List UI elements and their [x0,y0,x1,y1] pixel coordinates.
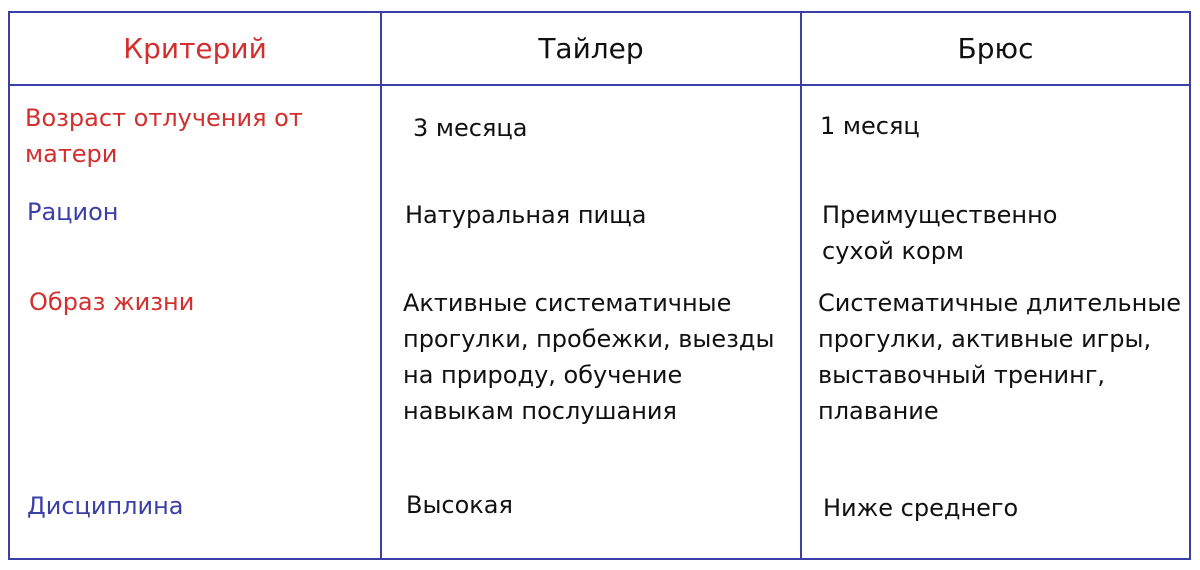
cell-line: Преимущественно [822,201,1058,229]
bruce-lifestyle [818,285,1181,429]
cell-line: плавание [818,397,939,425]
cell-line: Натуральная пища [405,201,647,229]
criterion-line: Рацион [27,198,119,226]
bruce-weaning-age [820,108,920,144]
criterion-weaning-age [25,100,303,172]
criterion-line: Дисциплина [27,492,184,520]
cell-line: Активные систематичные [403,289,732,317]
cell-line: Систематичные длительные [818,289,1182,317]
bruce-discipline [823,490,1018,526]
criterion-discipline [27,488,184,524]
column-divider-1 [380,11,382,560]
cell-line: на природу, обучение [403,361,683,389]
tyler-lifestyle [403,285,774,429]
criterion-line: Образ жизни [29,288,195,316]
cell-line: прогулки, пробежки, выезды [403,325,775,353]
cell-line: выставочный тренинг, [818,361,1106,389]
cell-line: навыкам послушания [403,397,677,425]
cell-line: 1 месяц [820,112,920,140]
cell-line: 3 месяца [413,114,528,142]
header-tyler: Тайлер [538,32,644,65]
column-divider-2 [800,11,802,560]
criterion-lifestyle [29,284,194,320]
criterion-line: Возраст отлучения от [25,104,303,132]
tyler-diet [405,197,646,233]
bruce-diet [822,197,1057,269]
header-bruce: Брюс [957,32,1034,65]
cell-line: сухой корм [822,237,965,265]
tyler-discipline [406,487,513,523]
criterion-diet [27,194,119,230]
tyler-weaning-age [413,110,527,146]
criterion-line: матери [25,140,118,168]
cell-line: Высокая [406,491,513,519]
cell-line: Ниже среднего [823,494,1019,522]
header-criterion: Критерий [123,32,267,65]
cell-line: прогулки, активные игры, [818,325,1152,353]
